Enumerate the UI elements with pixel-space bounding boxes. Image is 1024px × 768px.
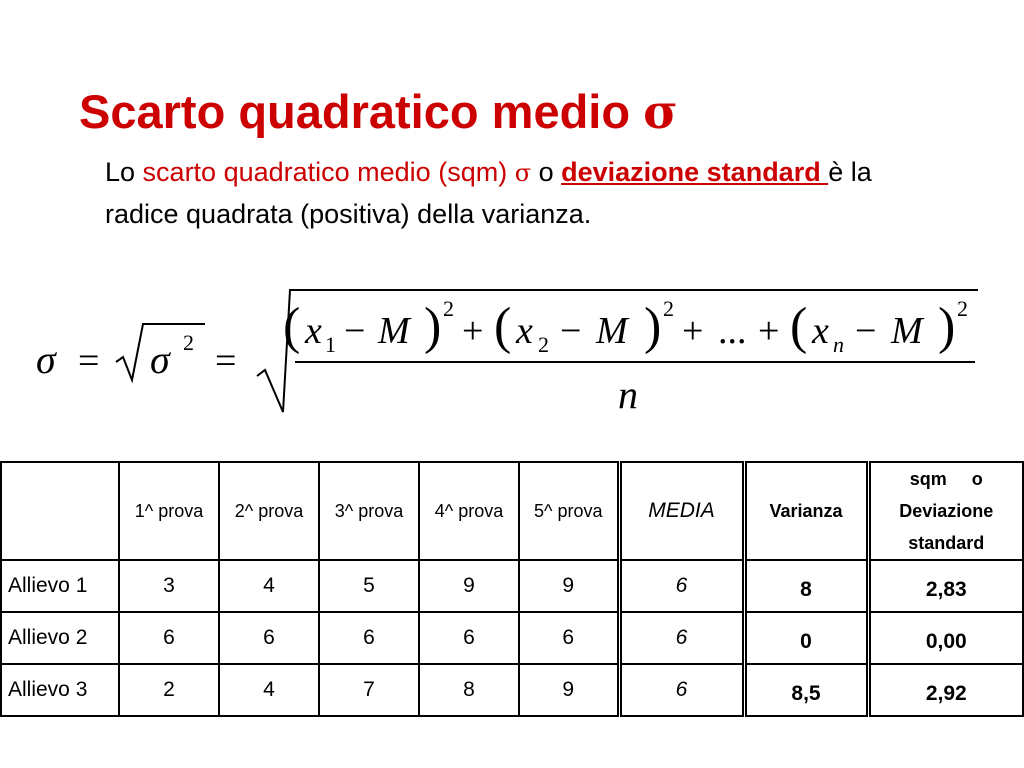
score-cell: 6 xyxy=(319,612,419,664)
definition-part1: Lo xyxy=(105,157,143,187)
header-corner xyxy=(1,462,119,560)
title-sigma-symbol: σ xyxy=(643,85,678,140)
dots: ... xyxy=(718,310,747,352)
header-prova-3: 3^ prova xyxy=(319,462,419,560)
plus-2: + xyxy=(682,310,704,352)
term2-x: x xyxy=(516,310,533,352)
score-cell: 6 xyxy=(219,612,319,664)
table-row xyxy=(1,560,1023,612)
media-cell: 6 xyxy=(619,560,744,612)
formula-equals-1: = xyxy=(78,340,100,382)
sqm-line3: Deviazione xyxy=(899,501,994,521)
sqm-cell: 0,00 xyxy=(868,612,1023,664)
score-cell: 7 xyxy=(319,664,419,716)
plus-3: + xyxy=(758,310,780,352)
varianza-cell: 8,5 xyxy=(744,664,868,716)
paren-open-1: ( xyxy=(283,298,301,355)
term2-exp: 2 xyxy=(663,296,674,321)
media-cell: 6 xyxy=(619,664,744,716)
header-prova-2: 2^ prova xyxy=(219,462,319,560)
paren-close-n: ) xyxy=(938,298,956,355)
score-cell: 3 xyxy=(119,560,219,612)
row-label: Allievo 2 xyxy=(1,612,119,664)
table-row xyxy=(1,664,1023,716)
term1-x: x xyxy=(305,310,322,352)
table-row xyxy=(1,612,1023,664)
sqm-line4: standard xyxy=(908,533,985,553)
score-cell: 9 xyxy=(419,560,519,612)
sqm-cell: 2,92 xyxy=(868,664,1023,716)
definition-part5: è la radice quadrata (positiva) della varianza. xyxy=(105,157,872,229)
media-cell: 6 xyxy=(619,612,744,664)
header-media: MEDIA xyxy=(619,462,744,560)
varianza-cell: 0 xyxy=(744,612,868,664)
standard-deviation-formula xyxy=(0,280,1024,430)
termn-sub: n xyxy=(833,332,844,357)
sqm-line1: sqm xyxy=(909,469,947,489)
definition-sigma: σ xyxy=(514,159,532,187)
score-cell: 4 xyxy=(219,664,319,716)
term1-minus: − xyxy=(344,310,366,352)
formula-sigma-exponent: 2 xyxy=(183,330,194,355)
termn-x: x xyxy=(812,310,829,352)
score-cell: 9 xyxy=(519,560,619,612)
plus-1: + xyxy=(462,310,484,352)
paren-open-n: ( xyxy=(790,298,808,355)
term2-minus: − xyxy=(560,310,582,352)
numerator xyxy=(283,296,968,357)
term1-M: M xyxy=(378,310,410,352)
score-cell: 9 xyxy=(519,664,619,716)
definition-synonym: deviazione standard xyxy=(561,157,829,187)
termn-minus: − xyxy=(855,310,877,352)
formula-sigma-left: σ xyxy=(36,337,56,382)
row-label: Allievo 3 xyxy=(1,664,119,716)
termn-M: M xyxy=(891,310,923,352)
score-cell: 6 xyxy=(119,612,219,664)
header-sqm xyxy=(868,462,1023,560)
score-cell: 6 xyxy=(519,612,619,664)
definition-paragraph xyxy=(105,152,885,235)
score-cell: 5 xyxy=(319,560,419,612)
score-cell: 8 xyxy=(419,664,519,716)
header-varianza: Varianza xyxy=(744,462,868,560)
header-prova-1: 1^ prova xyxy=(119,462,219,560)
term1-exp: 2 xyxy=(443,296,454,321)
sqm-cell: 2,83 xyxy=(868,560,1023,612)
term2-sub: 2 xyxy=(538,332,549,357)
title-text: Scarto quadratico medio xyxy=(79,85,631,138)
paren-close-1: ) xyxy=(424,298,442,355)
slide-title xyxy=(79,84,678,140)
varianza-cell: 8 xyxy=(744,560,868,612)
paren-close-2: ) xyxy=(644,298,662,355)
row-label: Allievo 1 xyxy=(1,560,119,612)
definition-term: scarto quadratico medio (sqm) xyxy=(142,157,515,187)
paren-open-2: ( xyxy=(494,298,512,355)
termn-exp: 2 xyxy=(957,296,968,321)
sqm-line2: o xyxy=(971,469,983,489)
scores-table xyxy=(0,461,1024,717)
score-cell: 4 xyxy=(219,560,319,612)
definition-part3: o xyxy=(531,157,562,187)
term1-sub: 1 xyxy=(325,332,336,357)
formula-sigma-inner: σ xyxy=(150,337,170,382)
header-prova-5: 5^ prova xyxy=(519,462,619,560)
denominator-n: n xyxy=(618,372,638,417)
score-cell: 6 xyxy=(419,612,519,664)
formula-equals-2: = xyxy=(215,340,237,382)
score-cell: 2 xyxy=(119,664,219,716)
table-header-row xyxy=(1,462,1023,560)
term2-M: M xyxy=(596,310,628,352)
header-prova-4: 4^ prova xyxy=(419,462,519,560)
